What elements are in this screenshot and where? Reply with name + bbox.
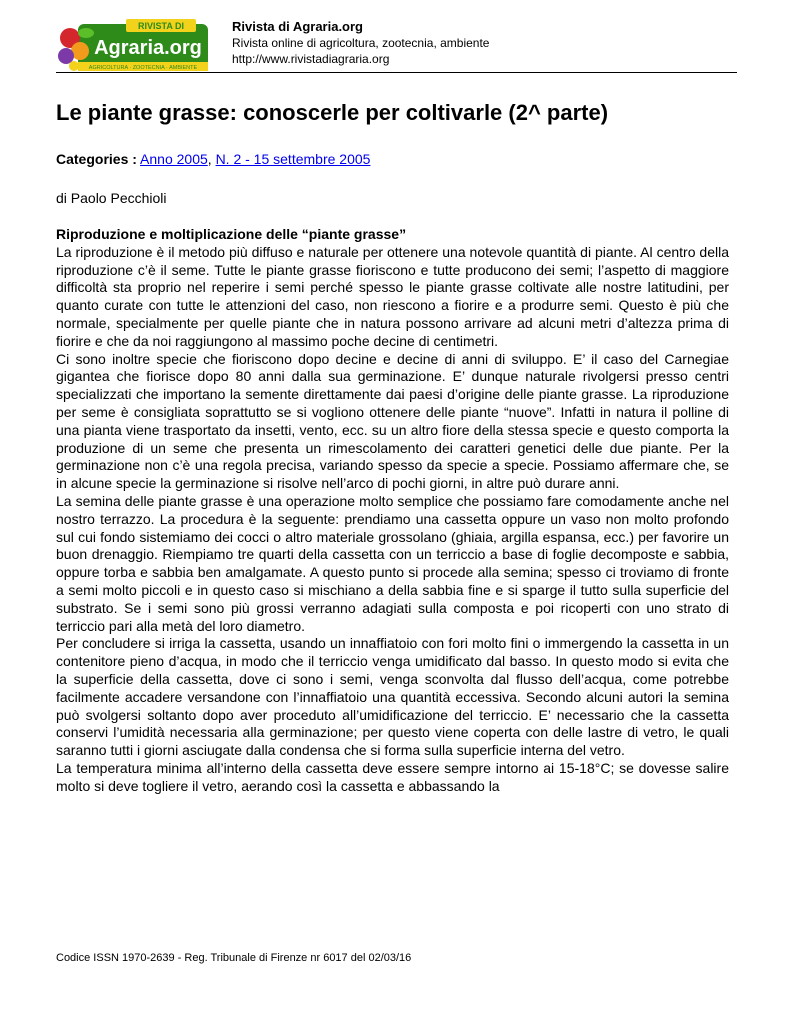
- category-link-anno-2005[interactable]: Anno 2005: [140, 151, 208, 167]
- section-title: Riproduzione e moltiplicazione delle “piante grasse”: [56, 226, 407, 242]
- site-name: Rivista di Agraria.org: [232, 19, 363, 34]
- category-link-issue[interactable]: N. 2 - 15 settembre 2005: [215, 151, 371, 167]
- logo-banner-text: RIVISTA DI: [137, 21, 185, 31]
- article-title: Le piante grasse: conoscerle per coltivarle (2^ parte): [56, 100, 609, 125]
- categories-line: [56, 150, 370, 168]
- category-separator: ,: [207, 151, 212, 167]
- paragraph: Per concludere si irriga la cassetta, usando un innaffiatoio con fori molto fini o immergendo la cassetta in un contenitore pieno d’acqua, in modo che il terriccio venga umidificato dal basso. In questo modo si evita che la superficie della cassetta, dove ci sono i semi, venga sconvolta dal flusso dell’acqua, come potrebbe facilmente accadere versandone con l’innaffiatoio una quantità eccessiva. Secondo alcuni autori la semina può svolgersi soltanto dopo aver proceduto all’umidificazione del terriccio. E’ necessario che la cassetta conservi l’umidità necessaria alla germinazione; per questo viene coperta con delle lastre di vetro, le quali saranno tutti i giorni asciugate dalla condensa che si forma sulla superficie interna del vetro.: [56, 635, 729, 759]
- logo-tagline: AGRICOLTURA · ZOOTECNIA · AMBIENTE: [88, 65, 198, 71]
- article-author: di Paolo Pecchioli: [56, 190, 167, 206]
- page-header: [56, 14, 737, 72]
- page-footer: Codice ISSN 1970-2639 - Reg. Tribunale di Firenze nr 6017 del 02/03/16: [56, 952, 412, 964]
- paragraph: La temperatura minima all’interno della cassetta deve essere sempre intorno ai 15-18°C; se dovesse salire molto si deve togliere il vetro, aerando così la cassetta e abbassando la: [56, 759, 729, 794]
- site-info: [232, 18, 489, 67]
- article-body: [56, 226, 729, 796]
- site-url: http://www.rivistadiagraria.org: [232, 52, 390, 66]
- categories-label: Categories :: [56, 151, 137, 167]
- site-description: Rivista online di agricoltura, zootecnia, ambiente: [232, 36, 490, 50]
- header-divider: [56, 72, 737, 73]
- paragraph: La riproduzione è il metodo più diffuso e naturale per ottenere una notevole quantità di piante. Al centro della riproduzione c’è il seme. Tutte le piante grasse fioriscono e tutte producono dei semi; l’aspetto di maggiore difficoltà sta proprio nel reperire i semi perché spesso le piante grasse coltivate alle nostre latitudini, per quanto curate con tutte le attenzioni del caso, non riescono a fiorire e a produrre semi. Questo è più che normale, specialmente per quelle piante che in natura possono arrivare ad alcuni metri d’altezza prima di fiorire e che da noi raggiungono al massimo poche decine di centimetri.: [56, 243, 729, 349]
- logo-brand-text: Agraria.org: [94, 37, 202, 59]
- paragraph: La semina delle piante grasse è una operazione molto semplice che possiamo fare comodamente anche nel nostro terrazzo. La procedura è la seguente: prendiamo una cassetta oppure un vaso non molto profondo sul cui fondo sistemiamo dei cocci o altro materiale grossolano (ghiaia, argilla espansa, ecc.) per favorire un buon drenaggio. Riempiamo tre quarti della cassetta con un terriccio a base di foglie decomposte e sabbia, oppure torba e sabbia ben amalgamate. A questo punto si procede alla semina; spesso ci troviamo di fronte a semi molto piccoli e in questo caso si mischiano a della sabbia fine e si sparge il tutto sulla superficie del substrato. Se i semi sono più grossi verranno adagiati sulla composta e poi ricoperti con uno strato di terriccio pari alla metà del loro diametro.: [56, 492, 729, 634]
- paragraph: Ci sono inoltre specie che fioriscono dopo decine e decine di anni di sviluppo. E’ il caso del Carnegiae gigantea che fiorisce dopo 80 anni dalla sua germinazione. E’ dunque naturale rivolgersi presso centri specializzati che importano la semente direttamente dai paesi d’origine delle piante grasse. La riproduzione per seme è consigliata soprattutto se si vogliono ottenere delle piante “nuove”. Infatti in natura il polline di una pianta viene trasportato da insetti, vento, ecc. su un altro fiore della stessa specie e questo comporta la produzione di un seme che presenta un rimescolamento dei caratteri genetici delle due piante. Per la germinazione non c’è una regola precisa, variando spesso da specie a specie. Possiamo affermare che, se in alcune specie la germinazione si risolve nell’arco di pochi giorni, in altre può durare anni.: [56, 350, 729, 492]
- agraria-logo[interactable]: [56, 18, 212, 73]
